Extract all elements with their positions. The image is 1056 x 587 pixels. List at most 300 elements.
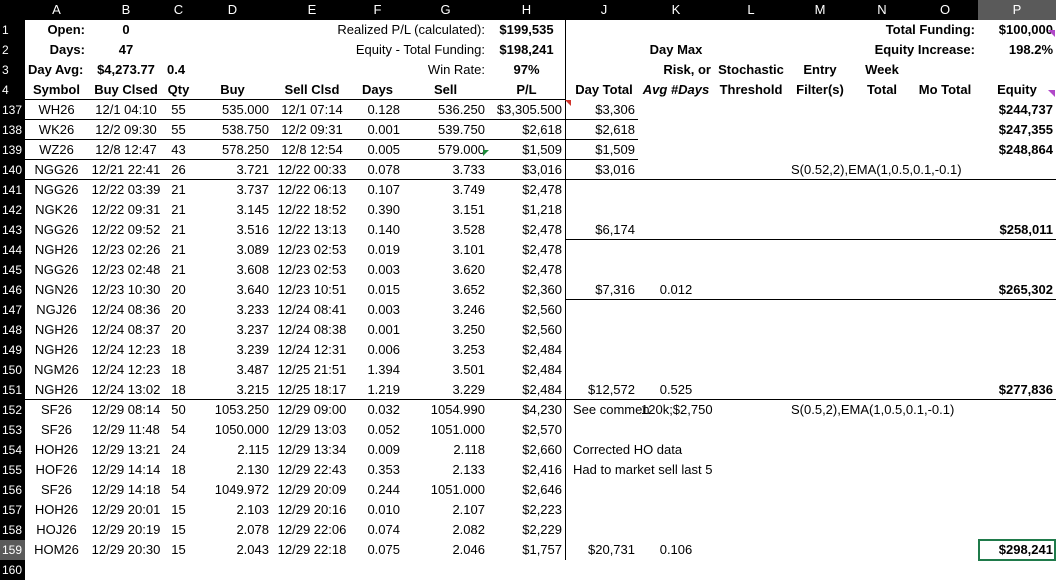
qty-cell[interactable]: 24 — [171, 442, 186, 457]
column-header-c[interactable]: C — [164, 0, 193, 20]
equity-cell[interactable] — [978, 520, 1056, 540]
days-label[interactable]: Days: — [49, 42, 85, 57]
row-header[interactable]: 144 — [0, 240, 25, 260]
days-cell[interactable]: 0.052 — [367, 422, 400, 437]
symbol-cell[interactable]: WH26 — [38, 102, 75, 117]
avg-days-cell[interactable] — [638, 120, 714, 140]
header-total[interactable]: Total — [866, 82, 898, 97]
days-cell[interactable]: 0.006 — [367, 342, 400, 357]
column-header-b[interactable]: B — [88, 0, 164, 20]
days-cell[interactable]: 0.140 — [367, 222, 400, 237]
equity-cell[interactable] — [978, 480, 1056, 500]
sell-closed-cell[interactable]: 12/1 07:14 — [281, 102, 343, 117]
column-header-o[interactable]: O — [912, 0, 978, 20]
symbol-cell[interactable]: HOF26 — [35, 462, 78, 477]
symbol-cell[interactable]: NGH26 — [34, 322, 79, 337]
realized-pl-value[interactable]: $199,535 — [499, 22, 554, 37]
row-header[interactable]: 149 — [0, 340, 25, 360]
buy-price-cell[interactable]: 3.516 — [236, 222, 269, 237]
column-header-m[interactable]: M — [788, 0, 852, 20]
pl-cell[interactable]: $3,305.500 — [496, 102, 562, 117]
symbol-cell[interactable]: HOH26 — [34, 442, 79, 457]
buy-closed-cell[interactable]: 12/24 08:36 — [91, 302, 161, 317]
buy-closed-cell[interactable]: 12/24 12:23 — [91, 362, 161, 377]
day-total-cell[interactable] — [570, 200, 638, 220]
sell-price-cell[interactable]: 3.101 — [452, 242, 485, 257]
row-header[interactable]: 141 — [0, 180, 25, 200]
equity-cell[interactable] — [978, 260, 1056, 280]
days-cell[interactable]: 0.010 — [367, 502, 400, 517]
risk-cell[interactable]: 120k;$2,750 — [641, 402, 713, 417]
day-total-cell[interactable] — [570, 520, 638, 540]
row-header[interactable]: 148 — [0, 320, 25, 340]
pl-cell[interactable]: $2,360 — [522, 282, 562, 297]
row-header[interactable]: 156 — [0, 480, 25, 500]
day-total-cell[interactable]: $2,618 — [595, 122, 635, 137]
header-sell[interactable]: Sell — [433, 82, 458, 97]
day-total-cell[interactable] — [570, 240, 638, 260]
sell-closed-cell[interactable]: 12/22 13:13 — [277, 222, 347, 237]
symbol-cell[interactable]: NGG26 — [34, 162, 79, 177]
sell-closed-cell[interactable]: 12/25 18:17 — [277, 382, 347, 397]
symbol-cell[interactable]: SF26 — [40, 482, 73, 497]
equity-increase-label[interactable]: Equity Increase: — [874, 42, 975, 57]
qty-cell[interactable]: 18 — [171, 342, 186, 357]
buy-price-cell[interactable]: 2.103 — [236, 502, 269, 517]
avg-days-cell[interactable] — [638, 420, 714, 440]
sell-price-cell[interactable]: 3.501 — [452, 362, 485, 377]
avg-days-cell[interactable] — [638, 260, 714, 280]
row-header[interactable]: 160 — [0, 560, 25, 580]
row-header[interactable]: 152 — [0, 400, 25, 420]
buy-price-cell[interactable]: 3.239 — [236, 342, 269, 357]
qty-cell[interactable]: 18 — [171, 462, 186, 477]
buy-price-cell[interactable]: 3.608 — [236, 262, 269, 277]
buy-closed-cell[interactable]: 12/23 02:48 — [91, 262, 161, 277]
days-cell[interactable]: 0.003 — [367, 302, 400, 317]
avg-days-cell[interactable] — [638, 140, 714, 160]
equity-cell[interactable]: $298,241 — [998, 542, 1053, 557]
day-total-cell[interactable]: $12,572 — [588, 382, 635, 397]
equity-cell[interactable] — [978, 440, 1056, 460]
row-header[interactable]: 150 — [0, 360, 25, 380]
equity-cell[interactable]: $258,011 — [999, 222, 1053, 237]
buy-closed-cell[interactable]: 12/22 09:52 — [91, 222, 161, 237]
row-header[interactable]: 140 — [0, 160, 25, 180]
pl-cell[interactable]: $2,570 — [522, 422, 562, 437]
pl-cell[interactable]: $2,618 — [522, 122, 562, 137]
pl-cell[interactable]: $2,478 — [522, 242, 562, 257]
sell-closed-cell[interactable]: 12/24 12:31 — [277, 342, 347, 357]
sell-closed-cell[interactable]: 12/22 18:52 — [277, 202, 347, 217]
avg-days-cell[interactable] — [638, 460, 714, 480]
win-rate-value[interactable]: 97% — [513, 62, 540, 77]
sell-price-cell[interactable]: 2.133 — [452, 462, 485, 477]
symbol-cell[interactable]: NGJ26 — [36, 302, 77, 317]
buy-closed-cell[interactable]: 12/22 09:31 — [91, 202, 161, 217]
equity-cell[interactable] — [978, 460, 1056, 480]
day-total-cell[interactable] — [570, 260, 638, 280]
symbol-cell[interactable]: HOJ26 — [36, 522, 77, 537]
buy-closed-cell[interactable]: 12/21 22:41 — [91, 162, 161, 177]
avg-days-cell[interactable] — [638, 340, 714, 360]
day-total-cell[interactable] — [570, 300, 638, 320]
row-header[interactable]: 157 — [0, 500, 25, 520]
days-cell[interactable]: 0.015 — [367, 282, 400, 297]
symbol-cell[interactable]: NGG26 — [34, 262, 79, 277]
buy-price-cell[interactable]: 3.737 — [236, 182, 269, 197]
days-cell[interactable]: 0.075 — [367, 542, 400, 557]
equity-minus-funding-label[interactable]: Equity - Total Funding: — [355, 42, 485, 57]
risk-or-header[interactable]: Risk, or — [663, 62, 711, 77]
sell-price-cell[interactable]: 2.082 — [452, 522, 485, 537]
sell-closed-cell[interactable]: 12/29 13:03 — [277, 422, 347, 437]
days-cell[interactable]: 0.003 — [367, 262, 400, 277]
buy-closed-cell[interactable]: 12/23 10:30 — [91, 282, 161, 297]
pl-cell[interactable]: $1,757 — [522, 542, 562, 557]
day-total-cell[interactable]: $1,509 — [595, 142, 635, 157]
days-value[interactable]: 47 — [118, 42, 134, 57]
sell-price-cell[interactable]: 3.652 — [452, 282, 485, 297]
buy-closed-cell[interactable]: 12/8 12:47 — [95, 142, 157, 157]
equity-cell[interactable] — [978, 340, 1056, 360]
equity-cell[interactable] — [978, 360, 1056, 380]
sell-price-cell[interactable]: 2.107 — [452, 502, 485, 517]
pl-cell[interactable]: $4,230 — [522, 402, 562, 417]
row-header[interactable]: 158 — [0, 520, 25, 540]
days-cell[interactable]: 1.219 — [367, 382, 400, 397]
symbol-cell[interactable]: HOM26 — [34, 542, 79, 557]
equity-increase-value[interactable]: 198.2% — [1008, 42, 1053, 57]
days-cell[interactable]: 0.074 — [367, 522, 400, 537]
sell-closed-cell[interactable]: 12/24 08:41 — [277, 302, 347, 317]
symbol-cell[interactable]: HOH26 — [34, 502, 79, 517]
equity-cell[interactable] — [978, 180, 1056, 200]
buy-price-cell[interactable]: 1050.000 — [214, 422, 269, 437]
equity-cell[interactable] — [978, 500, 1056, 520]
avg-days-cell[interactable] — [638, 220, 714, 240]
buy-price-cell[interactable]: 3.721 — [236, 162, 269, 177]
qty-cell[interactable]: 50 — [171, 402, 186, 417]
column-header-j[interactable]: J — [570, 0, 638, 20]
buy-closed-cell[interactable]: 12/24 12:23 — [91, 342, 161, 357]
symbol-cell[interactable]: NGN26 — [34, 282, 79, 297]
days-cell[interactable]: 0.353 — [367, 462, 400, 477]
column-header-h[interactable]: H — [488, 0, 565, 20]
qty-cell[interactable]: 43 — [171, 142, 186, 157]
symbol-cell[interactable]: NGH26 — [34, 342, 79, 357]
row-header[interactable]: 3 — [0, 60, 25, 80]
avg-days-cell[interactable]: 0.012 — [659, 282, 693, 297]
equity-cell[interactable]: $247,355 — [998, 122, 1053, 137]
day-total-cell[interactable] — [570, 340, 638, 360]
column-header-d[interactable]: D — [193, 0, 272, 20]
sell-closed-cell[interactable]: 12/25 21:51 — [277, 362, 347, 377]
buy-closed-cell[interactable]: 12/29 20:01 — [91, 502, 161, 517]
day-total-cell[interactable] — [570, 420, 638, 440]
buy-price-cell[interactable]: 3.237 — [236, 322, 269, 337]
days-cell[interactable]: 0.390 — [367, 202, 400, 217]
sell-closed-cell[interactable]: 12/23 10:51 — [277, 282, 347, 297]
avg-days-cell[interactable] — [638, 320, 714, 340]
symbol-cell[interactable]: WZ26 — [39, 142, 74, 157]
days-cell[interactable]: 0.001 — [367, 322, 400, 337]
total-funding-value[interactable]: $100,000 — [998, 22, 1053, 37]
avg-days-cell[interactable] — [638, 500, 714, 520]
day-avg-value[interactable]: $4,273.77 — [97, 62, 155, 77]
buy-closed-cell[interactable]: 12/1 04:10 — [95, 102, 157, 117]
row-header[interactable]: 159 — [0, 540, 25, 560]
avg-days-cell[interactable] — [638, 300, 714, 320]
qty-cell[interactable]: 21 — [171, 222, 186, 237]
row-header[interactable]: 155 — [0, 460, 25, 480]
buy-price-cell[interactable]: 538.750 — [222, 122, 269, 137]
row-header[interactable]: 4 — [0, 80, 25, 100]
row-header[interactable]: 147 — [0, 300, 25, 320]
equity-cell[interactable] — [978, 420, 1056, 440]
header-avg-days[interactable]: Avg #Days — [642, 82, 710, 97]
sell-price-cell[interactable]: 1051.000 — [430, 422, 485, 437]
buy-closed-cell[interactable]: 12/2 09:30 — [95, 122, 157, 137]
sell-price-cell[interactable]: 3.229 — [452, 382, 485, 397]
header-symbol[interactable]: Symbol — [33, 82, 80, 97]
pl-cell[interactable]: $2,560 — [522, 302, 562, 317]
sell-closed-cell[interactable]: 12/22 00:33 — [277, 162, 347, 177]
row-header[interactable]: 2 — [0, 40, 25, 60]
header-qty[interactable]: Qty — [167, 82, 190, 97]
buy-price-cell[interactable]: 2.130 — [236, 462, 269, 477]
buy-price-cell[interactable]: 3.089 — [236, 242, 269, 257]
sell-price-cell[interactable]: 3.733 — [452, 162, 485, 177]
header-sell-closed[interactable]: Sell Clsd — [284, 82, 340, 97]
sell-price-cell[interactable]: 579.000 — [438, 142, 485, 157]
sell-closed-cell[interactable]: 12/29 20:09 — [277, 482, 347, 497]
pl-cell[interactable]: $2,646 — [522, 482, 562, 497]
note-cell[interactable]: See commen — [573, 402, 650, 417]
days-cell[interactable]: 0.005 — [367, 142, 400, 157]
avg-days-cell[interactable] — [638, 160, 714, 180]
row-header[interactable]: 143 — [0, 220, 25, 240]
sell-price-cell[interactable]: 539.750 — [438, 122, 485, 137]
day-total-cell[interactable] — [570, 480, 638, 500]
pl-cell[interactable]: $3,016 — [522, 162, 562, 177]
buy-price-cell[interactable]: 3.487 — [236, 362, 269, 377]
win-rate-label[interactable]: Win Rate: — [427, 62, 485, 77]
sell-closed-cell[interactable]: 12/2 09:31 — [281, 122, 343, 137]
row-header[interactable]: 139 — [0, 140, 25, 160]
qty-cell[interactable]: 21 — [171, 262, 186, 277]
column-header-e[interactable]: E — [272, 0, 352, 20]
qty-cell[interactable]: 18 — [171, 362, 186, 377]
symbol-cell[interactable]: NGM26 — [34, 362, 79, 377]
days-cell[interactable]: 0.032 — [367, 402, 400, 417]
symbol-cell[interactable]: NGH26 — [34, 242, 79, 257]
day-total-cell[interactable]: $7,316 — [595, 282, 635, 297]
qty-cell[interactable]: 55 — [171, 102, 186, 117]
total-funding-label[interactable]: Total Funding: — [885, 22, 975, 37]
pl-cell[interactable]: $2,478 — [522, 182, 562, 197]
sell-price-cell[interactable]: 3.250 — [452, 322, 485, 337]
pl-cell[interactable]: $2,478 — [522, 262, 562, 277]
pl-cell[interactable]: $2,416 — [522, 462, 562, 477]
sell-closed-cell[interactable]: 12/22 06:13 — [277, 182, 347, 197]
qty-cell[interactable]: 54 — [171, 482, 186, 497]
sell-price-cell[interactable]: 3.749 — [452, 182, 485, 197]
equity-cell[interactable]: $265,302 — [998, 282, 1053, 297]
day-total-cell[interactable] — [570, 180, 638, 200]
days-cell[interactable]: 0.019 — [367, 242, 400, 257]
buy-closed-cell[interactable]: 12/29 20:30 — [91, 542, 161, 557]
note-cell[interactable]: Had to market sell last 5 — [573, 462, 713, 477]
symbol-cell[interactable]: WK26 — [38, 122, 75, 137]
buy-closed-cell[interactable]: 12/24 13:02 — [91, 382, 161, 397]
qty-cell[interactable]: 54 — [171, 422, 186, 437]
buy-price-cell[interactable]: 3.215 — [236, 382, 269, 397]
stochastic-header[interactable]: Stochastic — [718, 62, 784, 77]
qty-cell[interactable]: 20 — [171, 282, 186, 297]
sell-price-cell[interactable]: 3.246 — [452, 302, 485, 317]
days-cell[interactable]: 0.009 — [367, 442, 400, 457]
qty-cell[interactable]: 20 — [171, 302, 186, 317]
pl-cell[interactable]: $2,560 — [522, 322, 562, 337]
avg-days-cell[interactable] — [638, 240, 714, 260]
qty-cell[interactable]: 26 — [171, 162, 186, 177]
buy-price-cell[interactable]: 1049.972 — [214, 482, 269, 497]
header-filters[interactable]: Filter(s) — [796, 82, 844, 97]
row-header[interactable]: 153 — [0, 420, 25, 440]
qty-cell[interactable]: 21 — [171, 202, 186, 217]
equity-cell[interactable] — [978, 200, 1056, 220]
avg-days-cell[interactable] — [638, 480, 714, 500]
header-days[interactable]: Days — [361, 82, 394, 97]
avg-days-cell[interactable]: 0.525 — [659, 382, 693, 397]
day-total-cell[interactable]: $20,731 — [588, 542, 635, 557]
sell-closed-cell[interactable]: 12/8 12:54 — [281, 142, 343, 157]
sell-closed-cell[interactable]: 12/29 22:43 — [277, 462, 347, 477]
sell-closed-cell[interactable]: 12/23 02:53 — [277, 262, 347, 277]
pl-cell[interactable]: $2,484 — [522, 382, 562, 397]
buy-price-cell[interactable]: 3.640 — [236, 282, 269, 297]
symbol-cell[interactable]: SF26 — [40, 402, 73, 417]
header-pl[interactable]: P/L — [516, 82, 537, 97]
buy-price-cell[interactable]: 2.115 — [237, 442, 269, 457]
equity-cell[interactable]: $277,836 — [998, 382, 1053, 397]
row-header[interactable]: 146 — [0, 280, 25, 300]
sell-price-cell[interactable]: 3.620 — [452, 262, 485, 277]
row-header[interactable]: 145 — [0, 260, 25, 280]
column-header-p[interactable]: P — [978, 0, 1056, 20]
week-header[interactable]: Week — [865, 62, 899, 77]
pl-cell[interactable]: $1,509 — [522, 142, 562, 157]
avg-days-cell[interactable] — [638, 360, 714, 380]
column-header-k[interactable]: K — [638, 0, 714, 20]
avg-days-cell[interactable] — [638, 180, 714, 200]
day-avg-label[interactable]: Day Avg: — [28, 62, 84, 77]
sell-price-cell[interactable]: 536.250 — [438, 102, 485, 117]
row-header[interactable]: 1 — [0, 20, 25, 40]
symbol-cell[interactable]: SF26 — [40, 422, 73, 437]
days-cell[interactable]: 0.001 — [367, 122, 400, 137]
days-cell[interactable]: 0.128 — [367, 102, 400, 117]
sell-price-cell[interactable]: 3.253 — [452, 342, 485, 357]
header-threshold[interactable]: Threshold — [719, 82, 783, 97]
days-cell[interactable]: 0.107 — [367, 182, 400, 197]
qty-cell[interactable]: 15 — [171, 502, 186, 517]
symbol-cell[interactable]: NGK26 — [35, 202, 78, 217]
qty-cell[interactable]: 15 — [171, 522, 186, 537]
row-header[interactable]: 142 — [0, 200, 25, 220]
buy-price-cell[interactable]: 1053.250 — [214, 402, 269, 417]
open-value[interactable]: 0 — [122, 22, 130, 37]
header-buy-closed[interactable]: Buy Clsed — [94, 82, 158, 97]
column-header-a[interactable]: A — [25, 0, 88, 20]
buy-closed-cell[interactable]: 12/29 20:19 — [91, 522, 161, 537]
buy-closed-cell[interactable]: 12/29 11:48 — [92, 422, 160, 437]
sell-closed-cell[interactable]: 12/23 02:53 — [277, 242, 347, 257]
note-cell[interactable]: Corrected HO data — [573, 442, 683, 457]
day-total-cell[interactable]: $6,174 — [595, 222, 635, 237]
row-header[interactable]: 138 — [0, 120, 25, 140]
day-max-header[interactable]: Day Max — [649, 42, 703, 57]
qty-cell[interactable]: 21 — [171, 182, 186, 197]
days-cell[interactable]: 1.394 — [367, 362, 400, 377]
pl-cell[interactable]: $2,229 — [522, 522, 562, 537]
sell-price-cell[interactable]: 1051.000 — [430, 482, 485, 497]
column-header-g[interactable]: G — [403, 0, 488, 20]
symbol-cell[interactable]: NGG26 — [34, 182, 79, 197]
symbol-cell[interactable]: NGH26 — [34, 382, 79, 397]
column-header-n[interactable]: N — [852, 0, 912, 20]
buy-closed-cell[interactable]: 12/22 03:39 — [91, 182, 161, 197]
header-buy[interactable]: Buy — [220, 82, 245, 97]
buy-price-cell[interactable]: 3.233 — [236, 302, 269, 317]
avg-days-cell[interactable] — [638, 100, 714, 120]
avg-days-cell[interactable] — [638, 200, 714, 220]
avg-days-cell[interactable] — [638, 440, 714, 460]
pl-cell[interactable]: $2,660 — [522, 442, 562, 457]
buy-closed-cell[interactable]: 12/24 08:37 — [91, 322, 161, 337]
row-header[interactable]: 151 — [0, 380, 25, 400]
column-header-l[interactable]: L — [714, 0, 788, 20]
sell-price-cell[interactable]: 1054.990 — [430, 402, 485, 417]
buy-price-cell[interactable]: 3.145 — [236, 202, 269, 217]
pl-cell[interactable]: $2,223 — [522, 502, 562, 517]
day-total-cell[interactable] — [570, 320, 638, 340]
entry-filter-cell[interactable]: S(0.52,2),EMA(1,0.5,0.1,-0.1) — [791, 162, 962, 177]
day-total-cell[interactable]: $3,016 — [595, 162, 635, 177]
avg-days-cell[interactable]: 0.106 — [659, 542, 693, 557]
equity-cell[interactable] — [978, 240, 1056, 260]
sell-closed-cell[interactable]: 12/29 20:16 — [277, 502, 347, 517]
select-all-corner[interactable] — [0, 0, 25, 20]
days-cell[interactable]: 0.244 — [367, 482, 400, 497]
day-total-cell[interactable] — [570, 500, 638, 520]
entry-filter-cell[interactable]: S(0.5,2),EMA(1,0.5,0.1,-0.1) — [791, 402, 955, 417]
buy-closed-cell[interactable]: 12/29 13:21 — [91, 442, 161, 457]
open-label[interactable]: Open: — [47, 22, 85, 37]
sell-price-cell[interactable]: 2.046 — [452, 542, 485, 557]
symbol-cell[interactable]: NGG26 — [34, 222, 79, 237]
day-total-cell[interactable]: $3,306 — [595, 102, 635, 117]
sell-price-cell[interactable]: 2.118 — [453, 442, 485, 457]
day-total-cell[interactable] — [570, 360, 638, 380]
qty-cell[interactable]: 20 — [171, 322, 186, 337]
buy-price-cell[interactable]: 2.078 — [236, 522, 269, 537]
sell-closed-cell[interactable]: 12/29 22:06 — [277, 522, 347, 537]
buy-price-cell[interactable]: 2.043 — [236, 542, 269, 557]
sell-closed-cell[interactable]: 12/29 13:34 — [277, 442, 347, 457]
sell-price-cell[interactable]: 3.151 — [452, 202, 485, 217]
